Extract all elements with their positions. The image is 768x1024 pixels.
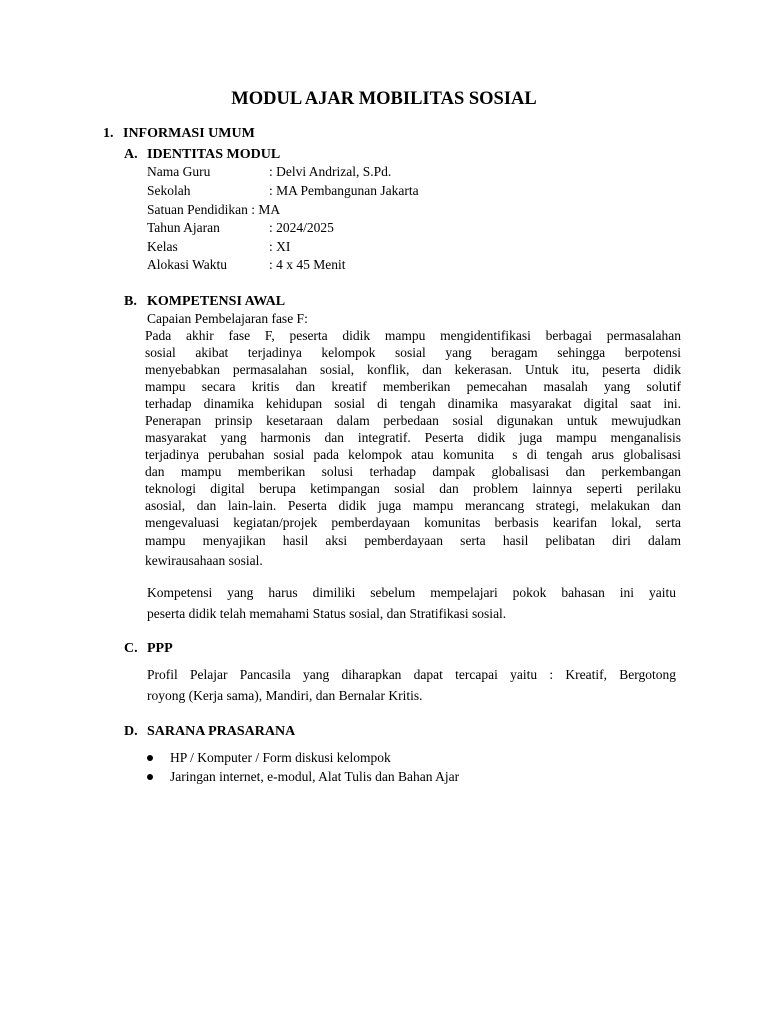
- identity-label: Alokasi Waktu: [147, 257, 228, 272]
- identity-row-alokasi-waktu: [147, 256, 346, 275]
- paragraph-line: teknologi digital berupa ketimpangan sosial dan problem lainnya seperti perilaku: [145, 481, 681, 496]
- heading-letter: A.: [124, 147, 138, 162]
- heading-ppp: [124, 640, 173, 657]
- identity-label: Nama Guru: [147, 164, 211, 179]
- paragraph-line: mengevaluasi kegiatan/projek pemberdayaan komunitas berbasis kearifan lokal, serta: [145, 515, 681, 530]
- identity-label: Tahun Ajaran: [147, 220, 220, 235]
- heading-kompetensi-awal: [124, 293, 285, 310]
- ppp-paragraph: [147, 664, 676, 706]
- identity-value: : 4 x 45 Menit: [269, 257, 346, 272]
- list-item-text: Jaringan internet, e-modul, Alat Tulis dan Bahan Ajar: [170, 769, 460, 784]
- identity-value: : 2024/2025: [269, 220, 334, 235]
- paragraph-line: mampu secara kritis dan kreatif memberikan pemecahan masalah yang solutif: [145, 379, 681, 394]
- bullet-icon: [147, 774, 153, 780]
- identity-value: : Delvi Andrizal, S.Pd.: [269, 164, 392, 179]
- paragraph-line: dan mampu memberikan solusi terhadap dampak globalisasi dan perkembangan: [145, 464, 681, 479]
- paragraph-line: royong (Kerja sama), Mandiri, dan Bernalar Kritis.: [147, 688, 423, 703]
- heading-letter: D.: [124, 724, 138, 739]
- identity-row-nama-guru: [147, 163, 391, 182]
- capaian-paragraph: [145, 327, 681, 571]
- paragraph-line: Pada akhir fase F, peserta didik mampu mengidentifikasi berbagai permasalahan: [145, 328, 681, 343]
- identity-value: : XI: [269, 239, 291, 254]
- identity-label: Sekolah: [147, 183, 191, 198]
- list-item: [147, 767, 459, 786]
- identity-label: Satuan Pendidikan: [147, 202, 248, 217]
- identity-row-satuan-pendidikan: [147, 201, 280, 220]
- paragraph-line: peserta didik telah memahami Status sosial, dan Stratifikasi sosial.: [147, 606, 507, 621]
- kompetensi-prasyarat-paragraph: [147, 582, 676, 624]
- section-informasi-umum: [103, 125, 255, 142]
- heading-text: IDENTITAS MODUL: [147, 147, 281, 162]
- heading-letter: B.: [124, 294, 137, 309]
- paragraph-line: terhadap dinamika kehidupan sosial di tengah dinamika masyarakat digital saat ini.: [145, 396, 681, 411]
- identity-row-kelas: [147, 238, 290, 257]
- paragraph-line: kewirausahaan sosial.: [145, 553, 263, 568]
- document-title: MODUL AJAR MOBILITAS SOSIAL: [231, 89, 537, 109]
- heading-text: SARANA PRASARANA: [147, 724, 296, 739]
- paragraph-line: Kompetensi yang harus dimiliki sebelum mempelajari pokok bahasan ini yaitu: [147, 585, 676, 600]
- list-item-text: HP / Komputer / Form diskusi kelompok: [170, 750, 391, 765]
- paragraph-line: asosial, dan lain-lain. Peserta didik juga mampu merancang strategi, melakukan dan: [145, 498, 681, 513]
- paragraph-line: sosial akibat terjadinya kelompok sosial yang beragam sehingga berpotensi: [145, 345, 681, 360]
- section-heading: INFORMASI UMUM: [123, 126, 255, 141]
- heading-sarana-prasarana: [124, 723, 295, 740]
- bullet-icon: [147, 755, 153, 761]
- identity-label: Kelas: [147, 239, 178, 254]
- section-number: 1.: [103, 126, 114, 141]
- heading-identitas-modul: [124, 146, 280, 163]
- paragraph-line: mampu menyajikan hasil aksi pemberdayaan serta hasil pelibatan diri dalam: [145, 533, 681, 548]
- identity-row-sekolah: [147, 182, 419, 201]
- heading-text: PPP: [147, 641, 173, 656]
- identity-value: : MA: [247, 202, 281, 217]
- identity-value: : MA Pembangunan Jakarta: [269, 183, 419, 198]
- paragraph-line: masyarakat yang harmonis dan integratif. Peserta didik juga mampu menganalisis: [145, 430, 681, 445]
- paragraph-line: menyebabkan permasalahan sosial, konflik, dan kekerasan. Untuk itu, peserta didik: [145, 362, 681, 377]
- paragraph-line: Penerapan prinsip kesetaraan dalam perbedaan sosial digunakan untuk mewujudkan: [145, 413, 681, 428]
- capaian-subheading: Capaian Pembelajaran fase F:: [147, 311, 308, 326]
- sarana-list: [147, 748, 459, 786]
- heading-letter: C.: [124, 641, 138, 656]
- paragraph-line: terjadinya perubahan sosial pada kelompok atau komunita s di tengah arus globalisasi: [145, 447, 681, 462]
- list-item: [147, 748, 459, 767]
- heading-text: KOMPETENSI AWAL: [147, 294, 286, 309]
- identity-row-tahun-ajaran: [147, 219, 334, 238]
- paragraph-line: Profil Pelajar Pancasila yang diharapkan dapat tercapai yaitu : Kreatif, Bergotong: [147, 667, 676, 682]
